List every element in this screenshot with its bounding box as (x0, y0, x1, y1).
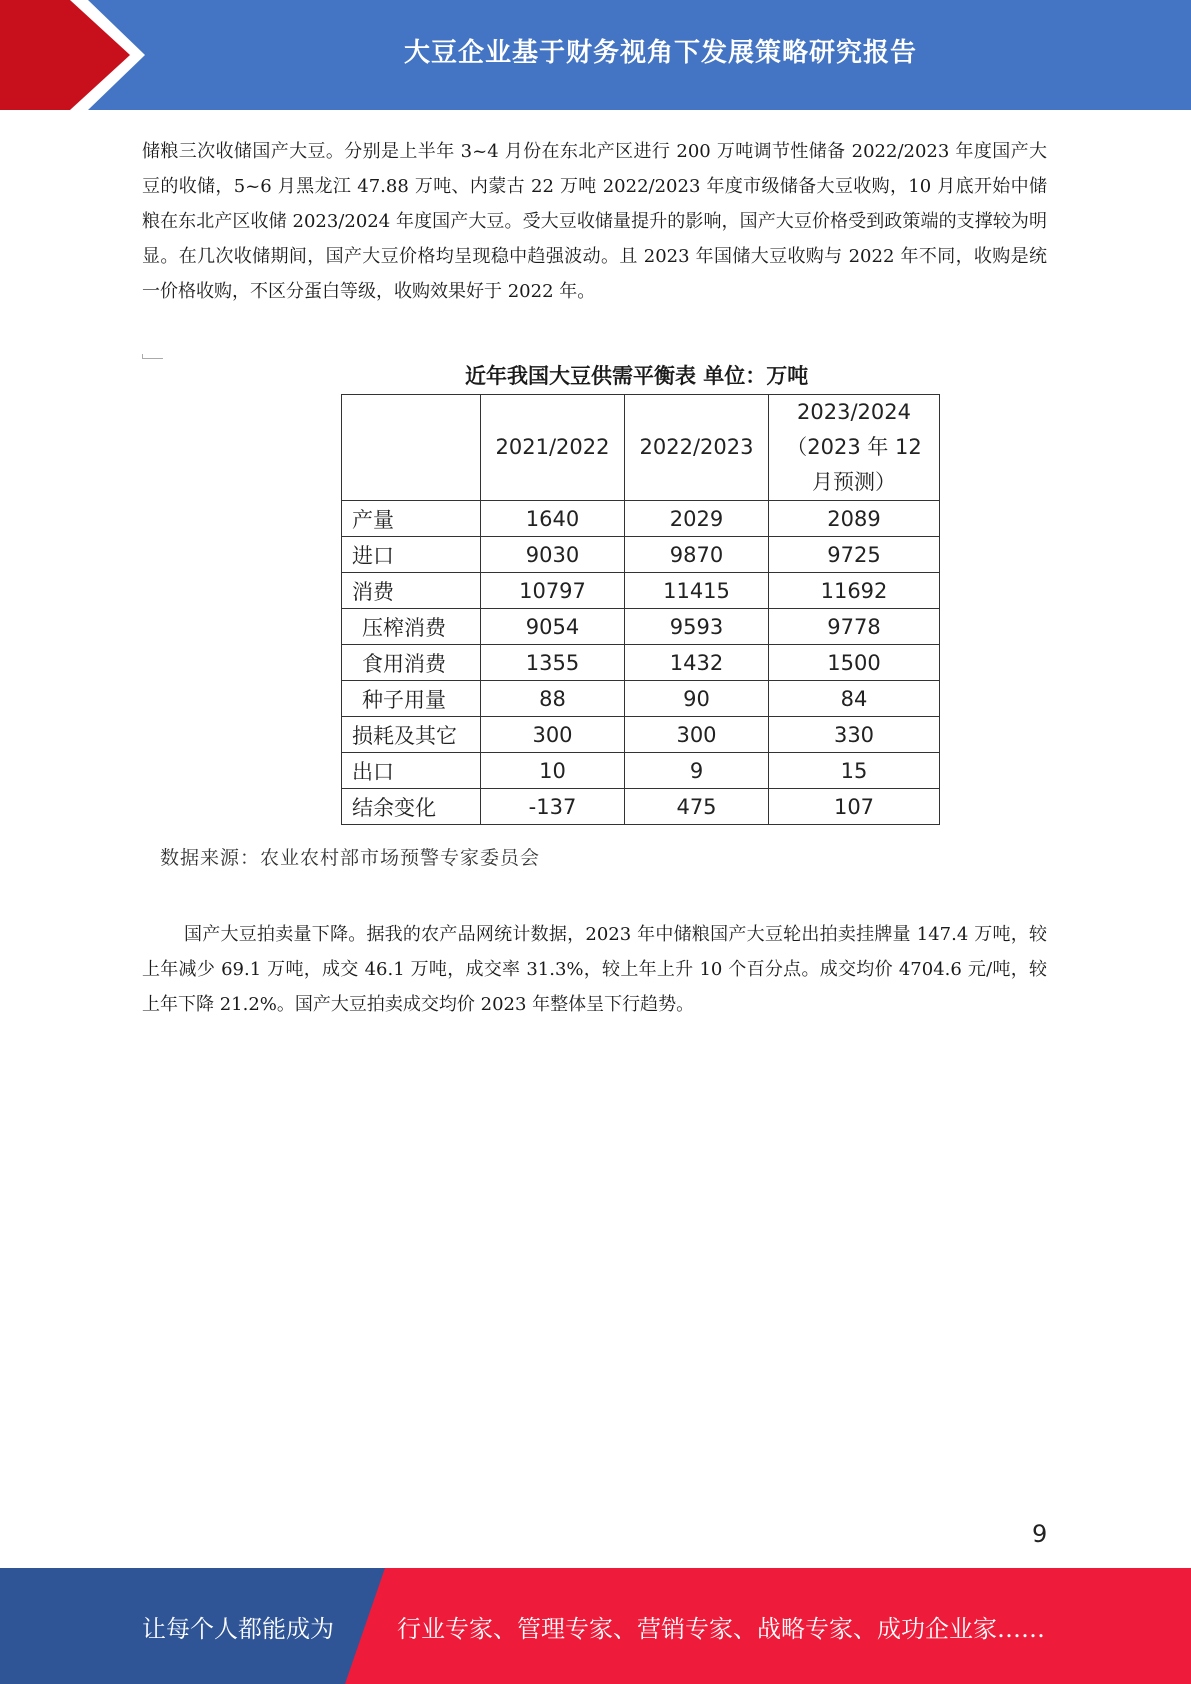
table-header-2021: 2021/2022 (481, 395, 625, 501)
cell: -137 (481, 789, 625, 825)
cell: 1640 (481, 501, 625, 537)
table-title: 近年我国大豆供需平衡表 单位：万吨 (465, 363, 809, 388)
cell: 11692 (769, 573, 940, 609)
cell: 9054 (481, 609, 625, 645)
table-row (342, 609, 940, 645)
cell: 1432 (625, 645, 769, 681)
cell: 9778 (769, 609, 940, 645)
report-title: 大豆企业基于财务视角下发展策略研究报告 (403, 37, 917, 68)
table-source-note: 数据来源：农业农村部市场预警专家委员会 (160, 847, 541, 869)
table-row (342, 537, 940, 573)
cell: 107 (769, 789, 940, 825)
footer-slogan-right: 行业专家、管理专家、营销专家、战略专家、成功企业家…… (397, 1614, 1045, 1643)
cell: 2089 (769, 501, 940, 537)
cell: 9030 (481, 537, 625, 573)
auction-paragraph: 国产大豆拍卖量下降。据我的农产品网统计数据，2023 年中储粮国产大豆轮出拍卖挂牌量 147.4 万吨，较上年减少 69.1 万吨，成交 46.1 万吨，成交率 31.3%，较上年上升 10 个百分点。成交均价 4704.6 元/吨，较上年下降 21.2%。国产大豆拍卖成交均价 2023 年整体呈下行趋势。 (142, 924, 1047, 1015)
footer-slogan-left: 让每个人都能成为 (142, 1614, 334, 1643)
row-label: 进口 (342, 537, 481, 573)
row-label: 损耗及其它 (342, 717, 481, 753)
table-row (342, 753, 940, 789)
cell: 84 (769, 681, 940, 717)
table-row (342, 501, 940, 537)
table-header-2022: 2022/2023 (625, 395, 769, 501)
row-label: 消费 (342, 573, 481, 609)
table-header-row (342, 395, 940, 501)
cell: 10 (481, 753, 625, 789)
page-number: 9 (1032, 1520, 1048, 1548)
cell: 88 (481, 681, 625, 717)
footer-band (0, 1568, 1191, 1684)
cell: 2029 (625, 501, 769, 537)
table-header-empty (342, 395, 481, 501)
row-label: 压榨消费 (342, 609, 481, 645)
table-row (342, 573, 940, 609)
supply-demand-table (341, 394, 940, 825)
intro-paragraph: 储粮三次收储国产大豆。分别是上半年 3~4 月份在东北产区进行 200 万吨调节性储备 2022/2023 年度国产大豆的收储，5~6 月黑龙江 47.88 万吨、内蒙古 22 万吨 2022/2023 年度市级储备大豆收购，10 月底开始中储粮在东北产区收储 2023/2024 年度国产大豆。受大豆收储量提升的影响，国产大豆价格受到政策端的支撑较为明显。在几次收储期间，国产大豆价格均呈现稳中趋强波动。且 2023 年国储大豆收购与 2022 年不同，收购是统一价格收购，不区分蛋白等级，收购效果好于 2022 年。 (142, 141, 1047, 302)
table-row (342, 717, 940, 753)
row-label: 种子用量 (342, 681, 481, 717)
header-band (0, 0, 1191, 110)
table-row (342, 645, 940, 681)
cell: 11415 (625, 573, 769, 609)
table-header-2023: 2023/2024 （2023 年 12 月预测） (769, 395, 940, 501)
cell: 9725 (769, 537, 940, 573)
row-label: 产量 (342, 501, 481, 537)
cell: 9870 (625, 537, 769, 573)
cell: 300 (625, 717, 769, 753)
cell: 15 (769, 753, 940, 789)
row-label: 结余变化 (342, 789, 481, 825)
cell: 9 (625, 753, 769, 789)
cell: 300 (481, 717, 625, 753)
cell: 330 (769, 717, 940, 753)
row-label: 出口 (342, 753, 481, 789)
cell: 1355 (481, 645, 625, 681)
cell: 10797 (481, 573, 625, 609)
table-row (342, 681, 940, 717)
cell: 1500 (769, 645, 940, 681)
cell: 475 (625, 789, 769, 825)
cell: 90 (625, 681, 769, 717)
row-label: 食用消费 (342, 645, 481, 681)
corner-mark (142, 354, 163, 359)
table-row (342, 789, 940, 825)
cell: 9593 (625, 609, 769, 645)
